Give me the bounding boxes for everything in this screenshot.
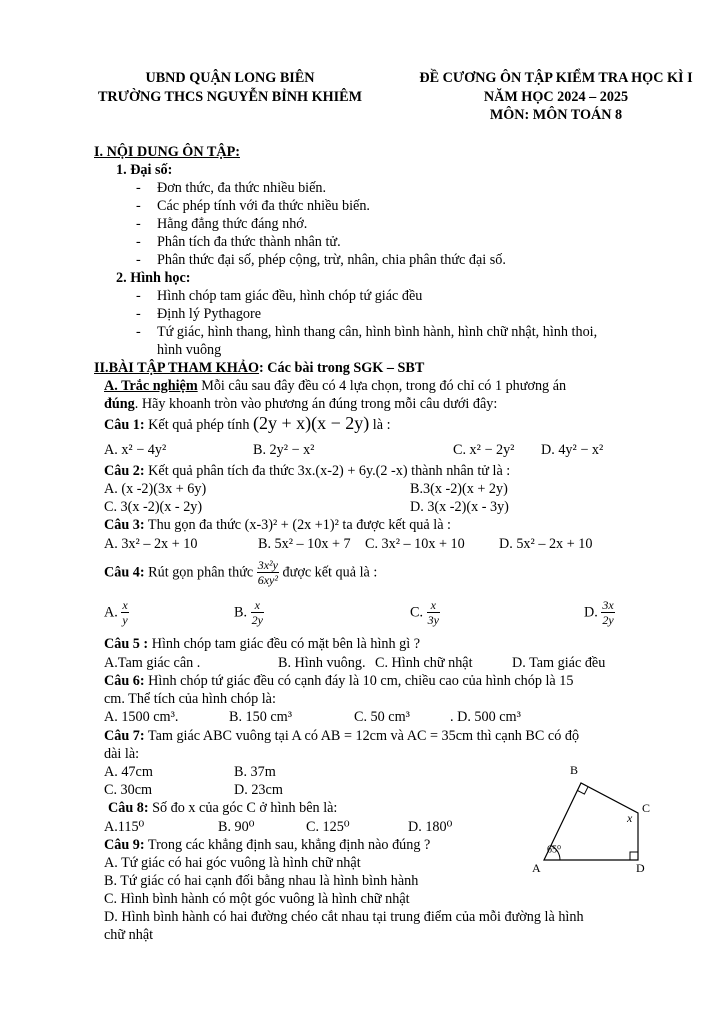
q7-option-d[interactable]: D. 23cm	[234, 782, 283, 798]
q9-text: Trong các khẳng định sau, khẳng định nào đúng ?	[144, 837, 431, 853]
q6-option-a[interactable]: A. 1500 cm³.	[104, 709, 179, 725]
q6-option-d[interactable]: . D. 500 cm³	[450, 709, 521, 725]
question-4	[104, 558, 377, 587]
algebra-dash: -	[136, 216, 141, 232]
q4-opt-label: B.	[234, 604, 248, 621]
q3-text: Thu gọn đa thức (x-3)² + (2x +1)² ta được kết quả là :	[144, 517, 451, 533]
q3-option-c[interactable]: C. 3x² – 10x + 10	[365, 536, 465, 552]
q4-suffix: được kết quả là :	[278, 564, 378, 581]
question-3	[104, 517, 451, 535]
part-a-intro-text2: . Hãy khoanh tròn vào phương án đúng trong mỗi câu dưới đây:	[134, 396, 498, 412]
q8-option-d[interactable]: D. 180⁰	[408, 819, 453, 835]
q4-option-b[interactable]	[234, 598, 264, 627]
part-a-intro-text: Mỗi câu sau đây đều có 4 lựa chọn, trong đó chỉ có 1 phương án	[197, 378, 567, 394]
vertex-label-a: A	[532, 860, 541, 875]
school-name: TRƯỜNG THCS NGUYỄN BỈNH KHIÊM	[97, 89, 363, 105]
algebra-item: Các phép tính với đa thức nhiều biến.	[157, 198, 370, 214]
q5-option-b[interactable]: B. Hình vuông.	[278, 655, 366, 671]
section-2-title-main: II.BÀI TẬP THAM KHẢO	[94, 360, 260, 376]
right-angle-mark-d	[630, 852, 638, 860]
question-7	[104, 728, 579, 746]
section-1-title: I. NỘI DUNG ÔN TẬP:	[94, 144, 240, 160]
q3-option-a[interactable]: A. 3x² – 2x + 10	[104, 536, 198, 552]
q4-option-a[interactable]	[104, 598, 129, 627]
q4-label: Câu 4:	[104, 564, 145, 581]
q9-option-c[interactable]: C. Hình bình hành có một góc vuông là hình chữ nhật	[104, 891, 410, 907]
q2-text: Kết quả phân tích đa thức 3x.(x-2) + 6y.(2 -x) thành nhân tử là :	[144, 463, 511, 479]
q4-opt-num: 3x	[602, 598, 614, 612]
algebra-dash: -	[136, 252, 141, 268]
question-9	[104, 837, 430, 855]
q6-text-2: cm. Thể tích của hình chóp là:	[104, 691, 276, 707]
q1-text: Kết quả phép tính	[144, 417, 253, 433]
question-1	[104, 415, 391, 435]
q4-opt-den: 3y	[427, 613, 439, 627]
angle-label-x: x	[627, 810, 633, 825]
q2-option-c[interactable]: C. 3(x -2)(x - 2y)	[104, 499, 203, 515]
q6-text-1: Hình chóp tứ giác đều có cạnh đáy là 10 cm, chiều cao của hình chóp là 15	[144, 673, 574, 689]
q7-option-b[interactable]: B. 37m	[234, 764, 276, 780]
question-6	[104, 673, 573, 691]
q4-opt-num: x	[122, 598, 128, 612]
q2-option-b[interactable]: B.3(x -2)(x + 2y)	[410, 481, 508, 497]
q7-label: Câu 7:	[104, 728, 145, 744]
school-year: NĂM HỌC 2024 – 2025	[483, 89, 629, 105]
q4-option-c[interactable]	[410, 598, 440, 627]
part-a-intro	[104, 378, 566, 396]
vertex-label-b: B	[570, 762, 579, 777]
part-a-title: A. Trắc nghiệm	[104, 378, 198, 394]
vertex-label-c: C	[642, 800, 651, 815]
q4-opt-label: D.	[584, 604, 598, 621]
q7-text-1: Tam giác ABC vuông tại A có AB = 12cm và AC = 35cm thì cạnh BC có độ	[144, 728, 580, 744]
q3-option-b[interactable]: B. 5x² – 10x + 7	[258, 536, 351, 552]
q8-text: Số đo x của góc C ở hình bên là:	[148, 800, 338, 816]
geometry-dash: -	[136, 324, 141, 340]
q5-option-d[interactable]: D. Tam giác đều	[512, 655, 606, 671]
q1-label: Câu 1:	[104, 417, 145, 433]
q4-opt-label: A.	[104, 604, 118, 621]
question-8	[108, 800, 337, 818]
q3-option-d[interactable]: D. 5x² – 2x + 10	[499, 536, 593, 552]
q1-suffix: là :	[369, 417, 391, 433]
angle-label-a: 65⁰	[547, 844, 562, 856]
q4-fraction	[257, 558, 279, 587]
q3-label: Câu 3:	[104, 517, 145, 533]
algebra-item: Phân tích đa thức thành nhân tử.	[157, 234, 341, 250]
q1-expression: (2y + x)(x − 2y)	[252, 413, 370, 433]
algebra-dash: -	[136, 198, 141, 214]
q7-option-a[interactable]: A. 47cm	[104, 764, 153, 780]
algebra-dash: -	[136, 180, 141, 196]
geometry-item: Tứ giác, hình thang, hình thang cân, hình bình hành, hình chữ nhật, hình thoi,	[157, 324, 598, 340]
geometry-item-cont: hình vuông	[157, 342, 222, 358]
part-a-intro-line2	[104, 396, 497, 414]
school-district: UBND QUẬN LONG BIÊN	[145, 70, 315, 86]
q4-option-d[interactable]	[584, 598, 615, 627]
q4-opt-den: 2y	[602, 613, 614, 627]
section-2-title	[94, 360, 424, 378]
q8-label: Câu 8:	[108, 800, 149, 816]
algebra-item: Hằng đẳng thức đáng nhớ.	[157, 216, 308, 232]
q6-option-b[interactable]: B. 150 cm³	[229, 709, 292, 725]
q7-option-c[interactable]: C. 30cm	[104, 782, 153, 798]
q2-option-d[interactable]: D. 3(x -2)(x - 3y)	[410, 499, 509, 515]
q7-text-2: dài là:	[104, 746, 140, 762]
geometry-dash: -	[136, 306, 141, 322]
question-2	[104, 463, 510, 481]
q4-opt-den: 2y	[251, 613, 263, 627]
q9-option-d[interactable]: D. Hình bình hành có hai đường chéo cắt nhau tại trung điểm của mỗi đường là hình	[104, 909, 584, 925]
quadrilateral-figure	[520, 760, 670, 880]
q8-option-a[interactable]: A.115⁰	[104, 819, 145, 835]
q4-opt-label: C.	[410, 604, 424, 621]
geometry-title: 2. Hình học:	[116, 270, 191, 286]
vertex-label-d: D	[636, 860, 645, 875]
q5-text: Hình chóp tam giác đều có mặt bên là hình gì ?	[148, 636, 421, 652]
q8-option-b[interactable]: B. 90⁰	[218, 819, 255, 835]
algebra-item: Phân thức đại số, phép cộng, trừ, nhân, chia phân thức đại số.	[157, 252, 506, 268]
subject: MÔN: MÔN TOÁN 8	[489, 107, 623, 123]
q5-option-a[interactable]: A.Tam giác cân .	[104, 655, 201, 671]
q1-option-d[interactable]: D. 4y² − x²	[541, 442, 604, 458]
q4-text: Rút gọn phân thức	[144, 564, 257, 581]
q4-fraction-den: 6xy²	[257, 573, 278, 587]
section-2-title-suffix: : Các bài trong SGK – SBT	[259, 360, 425, 376]
q2-label: Câu 2:	[104, 463, 145, 479]
q4-fraction-num: 3x²y	[257, 558, 278, 572]
q4-opt-num: x	[427, 598, 440, 613]
q1-option-b[interactable]: B. 2y² − x²	[253, 442, 315, 458]
algebra-dash: -	[136, 234, 141, 250]
q4-opt-den: y	[122, 613, 128, 627]
document-title: ĐỀ CƯƠNG ÔN TẬP KIỂM TRA HỌC KÌ I	[419, 70, 693, 86]
geometry-item: Định lý Pythagore	[157, 306, 262, 322]
q4-opt-num: x	[251, 598, 264, 613]
q9-label: Câu 9:	[104, 837, 145, 853]
geometry-item: Hình chóp tam giác đều, hình chóp tứ giác đều	[157, 288, 423, 304]
q1-option-a[interactable]: A. x² − 4y²	[104, 442, 167, 458]
q9-option-a[interactable]: A. Tứ giác có hai góc vuông là hình chữ nhật	[104, 855, 361, 871]
q1-option-c[interactable]: C. x² − 2y²	[453, 442, 515, 458]
q5-option-c[interactable]: C. Hình chữ nhật	[375, 655, 473, 671]
geometry-dash: -	[136, 288, 141, 304]
q9-option-b[interactable]: B. Tứ giác có hai cạnh đối bằng nhau là hình bình hành	[104, 873, 419, 889]
q6-label: Câu 6:	[104, 673, 145, 689]
q8-option-c[interactable]: C. 125⁰	[306, 819, 350, 835]
q6-option-c[interactable]: C. 50 cm³	[354, 709, 410, 725]
question-5	[104, 636, 420, 654]
q5-label: Câu 5 :	[104, 636, 149, 652]
part-a-intro-bold: đúng	[104, 396, 135, 412]
algebra-title: 1. Đại số:	[116, 162, 173, 178]
q2-option-a[interactable]: A. (x -2)(3x + 6y)	[104, 481, 207, 497]
q9-option-d-cont: chữ nhật	[104, 927, 154, 943]
algebra-item: Đơn thức, đa thức nhiều biến.	[157, 180, 327, 196]
